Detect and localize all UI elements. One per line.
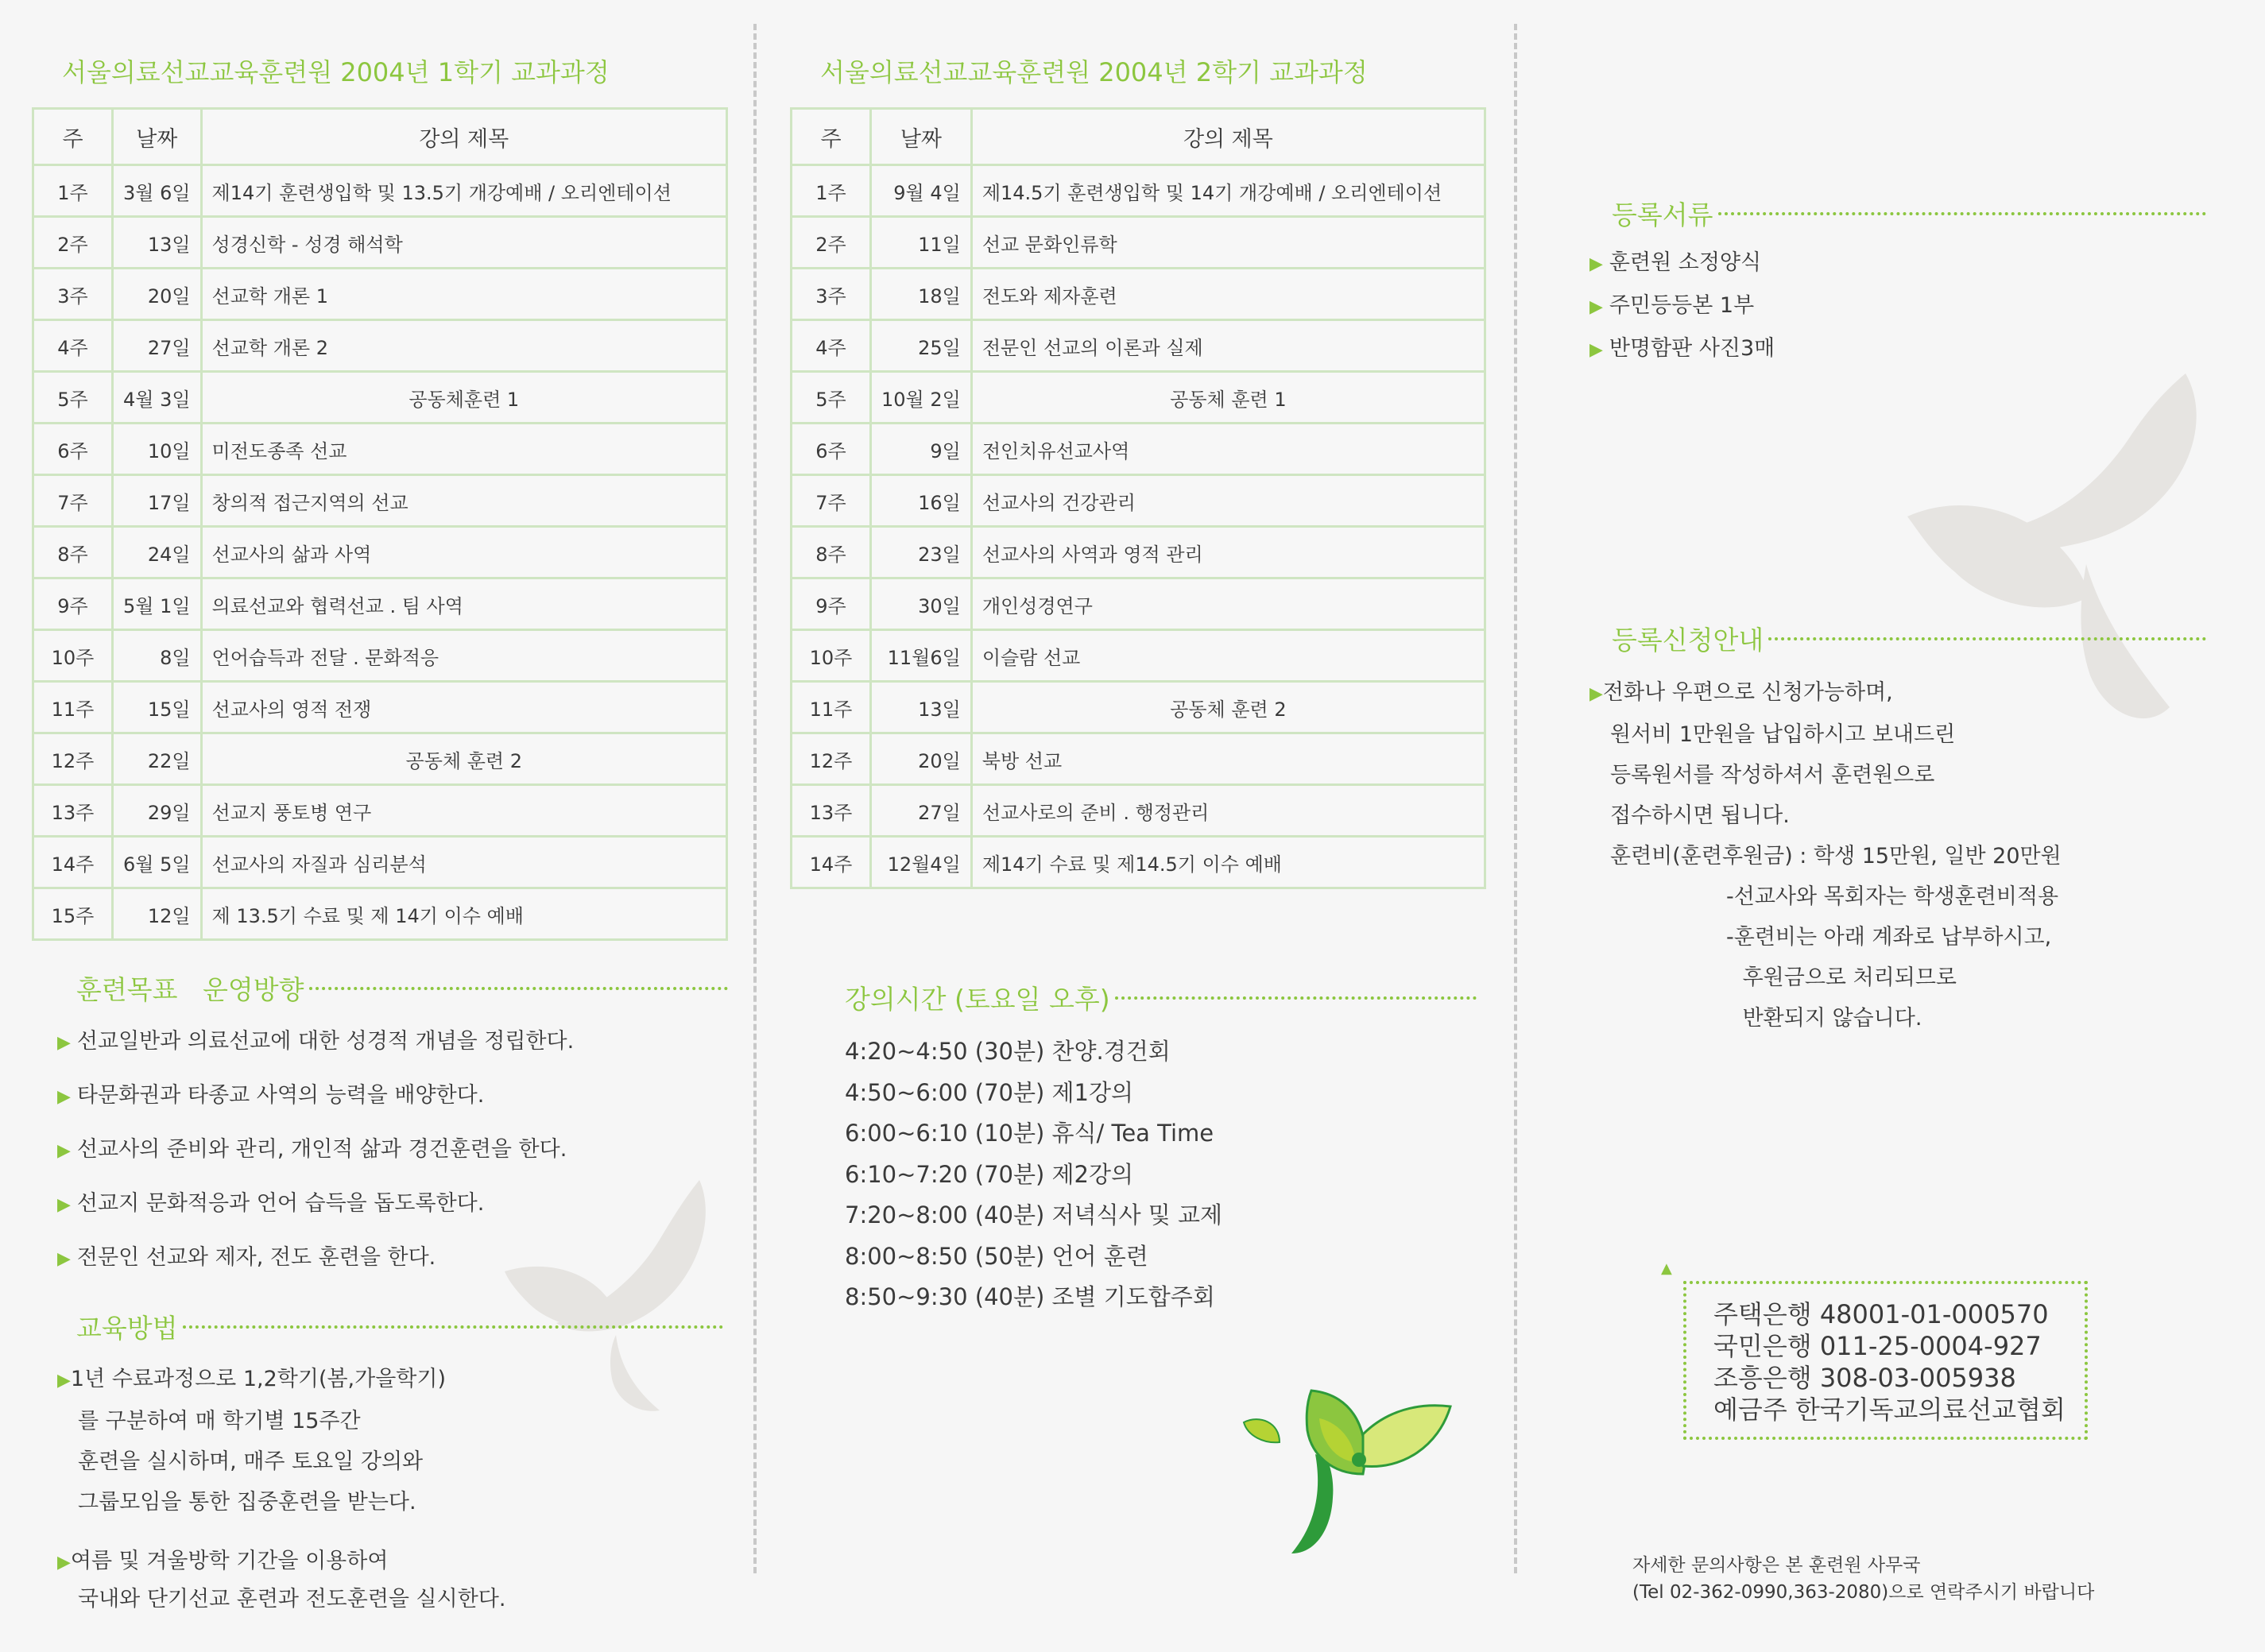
table-row [33, 424, 727, 475]
date-cell: 3월 6일 [113, 165, 202, 217]
date-cell: 30일 [871, 578, 972, 630]
list-item: ▶ 타문화권과 타종교 사역의 능력을 배양한다. [57, 1083, 485, 1108]
col-title-header: 강의 제목 [971, 109, 1485, 165]
time-heading [845, 979, 1477, 1016]
table-row [792, 165, 1485, 217]
bank-marker-icon: ▲ [1661, 1260, 1672, 1277]
list-item: 국내와 단기선교 훈련과 전도훈련을 실시한다. [78, 1587, 506, 1611]
heading-dotted-rule [183, 1325, 723, 1329]
date-cell: 13일 [113, 217, 202, 269]
lecture-title-cell: 제14.5기 훈련생입학 및 14기 개강예배 / 오리엔테이션 [971, 165, 1485, 217]
list-item: ▶여름 및 겨울방학 기간을 이용하여 [57, 1549, 389, 1573]
docs-heading-text: 등록서류 [1612, 199, 1713, 230]
table-row [33, 888, 727, 940]
date-cell: 20일 [113, 269, 202, 320]
lecture-title-cell: 제14기 수료 및 제14.5기 이수 예배 [971, 837, 1485, 888]
date-cell: 20일 [871, 733, 972, 785]
footer-line: 자세한 문의사항은 본 훈련원 사무국 [1632, 1555, 1921, 1576]
week-cell: 8주 [792, 527, 871, 578]
semester2-title: 서울의료선교교육훈련원 2004년 2학기 교과과정 [820, 57, 1368, 87]
date-cell: 16일 [871, 475, 972, 527]
date-cell: 27일 [871, 785, 972, 837]
lecture-title-cell: 전인치유선교사역 [971, 424, 1485, 475]
lecture-title-cell: 개인성경연구 [971, 578, 1485, 630]
table-row [33, 269, 727, 320]
week-cell: 1주 [33, 165, 113, 217]
week-cell: 13주 [33, 785, 113, 837]
lecture-title-cell: 선교학 개론 2 [201, 320, 726, 372]
table-row [33, 682, 727, 733]
table-row [792, 630, 1485, 682]
list-item: ▶1년 수료과정으로 1,2학기(봄,가을학기) [57, 1367, 447, 1391]
list-item: 반환되지 않습니다. [1736, 1006, 1922, 1031]
list-item: 접수하시면 됩니다. [1610, 803, 1790, 828]
time-heading-text: 강의시간 (토요일 오후) [845, 984, 1110, 1015]
week-cell: 4주 [33, 320, 113, 372]
heading-dotted-rule [1768, 637, 2206, 640]
week-cell: 11주 [792, 682, 871, 733]
table-row [792, 424, 1485, 475]
week-cell: 10주 [792, 630, 871, 682]
lecture-title-cell: 선교학 개론 1 [201, 269, 726, 320]
lecture-title-cell: 미전도종족 선교 [201, 424, 726, 475]
date-cell: 12일 [113, 888, 202, 940]
method-block-2 [57, 1543, 505, 1618]
date-cell: 10일 [113, 424, 202, 475]
week-cell: 8주 [33, 527, 113, 578]
week-cell: 12주 [33, 733, 113, 785]
list-item: 원서비 1만원을 납입하시고 보내드린 [1610, 722, 1956, 747]
triangle-right-icon: ▶ [1589, 297, 1603, 317]
list-item: ▶ 주민등등본 1부 [1589, 293, 1755, 318]
date-cell: 27일 [113, 320, 202, 372]
time-slot: 8:50~9:30 (40분) 조별 기도합주회 [845, 1283, 1215, 1310]
lecture-title-cell: 선교 문화인류학 [971, 217, 1485, 269]
list-item: ▶ 전문인 선교와 제자, 전도 훈련을 한다. [57, 1245, 436, 1270]
list-item: ▶ 선교지 문화적응과 언어 습득을 돕도록한다. [57, 1191, 485, 1216]
lecture-title-cell: 공동체 훈련 1 [971, 372, 1485, 424]
lecture-title-cell: 공동체 훈련 2 [971, 682, 1485, 733]
column-divider-1 [753, 24, 757, 1573]
col-week-header: 주 [33, 109, 113, 165]
week-cell: 10주 [33, 630, 113, 682]
week-cell: 1주 [792, 165, 871, 217]
table-row [792, 217, 1485, 269]
goals-list [57, 1016, 574, 1286]
bank-line: 국민은행 011-25-0004-927 [1713, 1331, 2042, 1361]
table-row [792, 320, 1485, 372]
table-row [33, 837, 727, 888]
lecture-title-cell: 언어습득과 전달 . 문화적응 [201, 630, 726, 682]
semester2-table [790, 107, 1486, 889]
date-cell: 17일 [113, 475, 202, 527]
week-cell: 11주 [33, 682, 113, 733]
goals-heading [76, 969, 728, 1007]
bank-accounts-box [1683, 1281, 2088, 1440]
time-slot: 4:50~6:00 (70분) 제1강의 [845, 1078, 1134, 1106]
time-list [845, 1031, 1222, 1318]
week-cell: 5주 [33, 372, 113, 424]
list-item: 를 구분하여 매 학기별 15주간 [78, 1409, 361, 1433]
date-cell: 8일 [113, 630, 202, 682]
date-cell: 4월 3일 [113, 372, 202, 424]
list-item: ▶ 선교사의 준비와 관리, 개인적 삶과 경건훈련을 한다. [57, 1137, 567, 1162]
date-cell: 11일 [871, 217, 972, 269]
heading-dotted-rule [1718, 212, 2206, 215]
date-cell: 12월4일 [871, 837, 972, 888]
lecture-title-cell: 제 13.5기 수료 및 제 14기 이수 예배 [201, 888, 726, 940]
week-cell: 7주 [33, 475, 113, 527]
week-cell: 13주 [792, 785, 871, 837]
list-item: 등록원서를 작성하셔서 훈련원으로 [1610, 763, 1935, 787]
table-row [33, 630, 727, 682]
table-row [33, 165, 727, 217]
time-slot: 8:00~8:50 (50분) 언어 훈련 [845, 1242, 1148, 1270]
week-cell: 9주 [33, 578, 113, 630]
list-item: ▶ 선교일반과 의료선교에 대한 성경적 개념을 정립한다. [57, 1029, 575, 1054]
method-block-1 [57, 1359, 446, 1522]
table-row [33, 320, 727, 372]
table-row [792, 527, 1485, 578]
table-row [792, 372, 1485, 424]
week-cell: 3주 [792, 269, 871, 320]
time-slot: 7:20~8:00 (40분) 저녁식사 및 교제 [845, 1201, 1223, 1228]
docs-heading [1612, 195, 2206, 232]
week-cell: 12주 [792, 733, 871, 785]
bank-line: 예금주 한국기독교의료선교협회 [1713, 1395, 2066, 1425]
week-cell: 14주 [792, 837, 871, 888]
date-cell: 11월6일 [871, 630, 972, 682]
table-row [33, 217, 727, 269]
week-cell: 15주 [33, 888, 113, 940]
week-cell: 3주 [33, 269, 113, 320]
lecture-title-cell: 전도와 제자훈련 [971, 269, 1485, 320]
date-cell: 6월 5일 [113, 837, 202, 888]
lecture-title-cell: 북방 선교 [971, 733, 1485, 785]
triangle-right-icon: ▶ [57, 1141, 71, 1161]
lecture-title-cell: 선교사의 삶과 사역 [201, 527, 726, 578]
date-cell: 23일 [871, 527, 972, 578]
table-row [792, 682, 1485, 733]
heading-dotted-rule [309, 987, 729, 990]
contact-footer [1632, 1552, 2094, 1606]
table-row [792, 578, 1485, 630]
list-item: 그룹모임을 통한 집중훈련을 받는다. [78, 1490, 416, 1515]
table-row [792, 837, 1485, 888]
table-row [792, 475, 1485, 527]
date-cell: 10월 2일 [871, 372, 972, 424]
table-row [33, 372, 727, 424]
lecture-title-cell: 선교지 풍토병 연구 [201, 785, 726, 837]
list-item: 훈련을 실시하며, 매주 토요일 강의와 [78, 1449, 424, 1474]
list-item: 후원금으로 처리되므로 [1736, 965, 1957, 990]
week-cell: 9주 [792, 578, 871, 630]
lecture-title-cell: 공동체훈련 1 [201, 372, 726, 424]
date-cell: 18일 [871, 269, 972, 320]
date-cell: 5월 1일 [113, 578, 202, 630]
col-date-header: 날짜 [113, 109, 202, 165]
list-item: -선교사와 목회자는 학생훈련비적용 [1726, 884, 2059, 909]
triangle-right-icon: ▶ [57, 1033, 71, 1053]
date-cell: 22일 [113, 733, 202, 785]
goals-heading-text: 훈련목표 운영방향 [76, 974, 304, 1005]
table-row [33, 733, 727, 785]
col-title-header: 강의 제목 [201, 109, 726, 165]
heading-dotted-rule [1115, 996, 1477, 1000]
table-row [33, 578, 727, 630]
date-cell: 13일 [871, 682, 972, 733]
sprout-logo [1236, 1387, 1458, 1561]
list-item: ▶ 훈련원 소정양식 [1589, 250, 1762, 275]
triangle-right-icon: ▶ [1589, 684, 1603, 704]
list-item: 훈련비(훈련후원금) : 학생 15만원, 일반 20만원 [1610, 844, 2062, 869]
time-slot: 6:00~6:10 (10분) 휴식/ Tea Time [845, 1120, 1214, 1147]
lecture-title-cell: 이슬람 선교 [971, 630, 1485, 682]
week-cell: 2주 [792, 217, 871, 269]
lecture-title-cell: 창의적 접근지역의 선교 [201, 475, 726, 527]
apply-heading [1612, 620, 2206, 657]
date-cell: 29일 [113, 785, 202, 837]
method-heading-text: 교육방법 [76, 1313, 178, 1344]
lecture-title-cell: 선교사로의 준비 . 행정관리 [971, 785, 1485, 837]
table-header-row [792, 109, 1485, 165]
lecture-title-cell: 선교사의 사역과 영적 관리 [971, 527, 1485, 578]
semester1-title: 서울의료선교교육훈련원 2004년 1학기 교과과정 [62, 57, 610, 87]
week-cell: 6주 [792, 424, 871, 475]
triangle-right-icon: ▶ [57, 1087, 71, 1107]
lecture-title-cell: 성경신학 - 성경 해석학 [201, 217, 726, 269]
list-item: ▶ 반명함판 사진3매 [1589, 336, 1775, 361]
triangle-right-icon: ▶ [1589, 340, 1603, 360]
table-row [33, 527, 727, 578]
table-row [792, 785, 1485, 837]
triangle-right-icon: ▶ [57, 1371, 71, 1391]
footer-line: (Tel 02-362-0990,363-2080)으로 연락주시기 바랍니다 [1632, 1582, 2095, 1603]
col-date-header: 날짜 [871, 109, 972, 165]
triangle-right-icon: ▶ [57, 1195, 71, 1215]
lecture-title-cell: 선교사의 자질과 심리분석 [201, 837, 726, 888]
table-row [792, 733, 1485, 785]
apply-heading-text: 등록신청안내 [1612, 625, 1764, 656]
lecture-title-cell: 선교사의 건강관리 [971, 475, 1485, 527]
column-divider-2 [1514, 24, 1517, 1573]
week-cell: 2주 [33, 217, 113, 269]
triangle-right-icon: ▶ [1589, 254, 1603, 274]
list-item: -훈련비는 아래 계좌로 납부하시고, [1726, 925, 2052, 950]
date-cell: 24일 [113, 527, 202, 578]
lecture-title-cell: 전문인 선교의 이론과 실제 [971, 320, 1485, 372]
week-cell: 5주 [792, 372, 871, 424]
bank-line: 주택은행 48001-01-000570 [1713, 1299, 2049, 1329]
date-cell: 9일 [871, 424, 972, 475]
triangle-right-icon: ▶ [57, 1249, 71, 1269]
triangle-right-icon: ▶ [57, 1553, 71, 1573]
week-cell: 6주 [33, 424, 113, 475]
list-item: ▶전화나 우편으로 신청가능하며, [1589, 680, 1893, 705]
lecture-title-cell: 선교사의 영적 전쟁 [201, 682, 726, 733]
table-row [33, 785, 727, 837]
date-cell: 9월 4일 [871, 165, 972, 217]
week-cell: 14주 [33, 837, 113, 888]
lecture-title-cell: 의료선교와 협력선교 . 팀 사역 [201, 578, 726, 630]
table-row [792, 269, 1485, 320]
date-cell: 25일 [871, 320, 972, 372]
lecture-title-cell: 공동체 훈련 2 [201, 733, 726, 785]
week-cell: 7주 [792, 475, 871, 527]
time-slot: 6:10~7:20 (70분) 제2강의 [845, 1160, 1134, 1188]
week-cell: 4주 [792, 320, 871, 372]
apply-block [1589, 672, 2062, 1039]
semester1-table [32, 107, 728, 941]
table-header-row [33, 109, 727, 165]
time-slot: 4:20~4:50 (30분) 찬양.경건회 [845, 1038, 1171, 1065]
col-week-header: 주 [792, 109, 871, 165]
method-heading [76, 1308, 723, 1345]
table-row [33, 475, 727, 527]
bank-line: 조흥은행 308-03-005938 [1713, 1363, 2016, 1393]
date-cell: 15일 [113, 682, 202, 733]
docs-list [1589, 242, 1775, 371]
lecture-title-cell: 제14기 훈련생입학 및 13.5기 개강예배 / 오리엔테이션 [201, 165, 726, 217]
